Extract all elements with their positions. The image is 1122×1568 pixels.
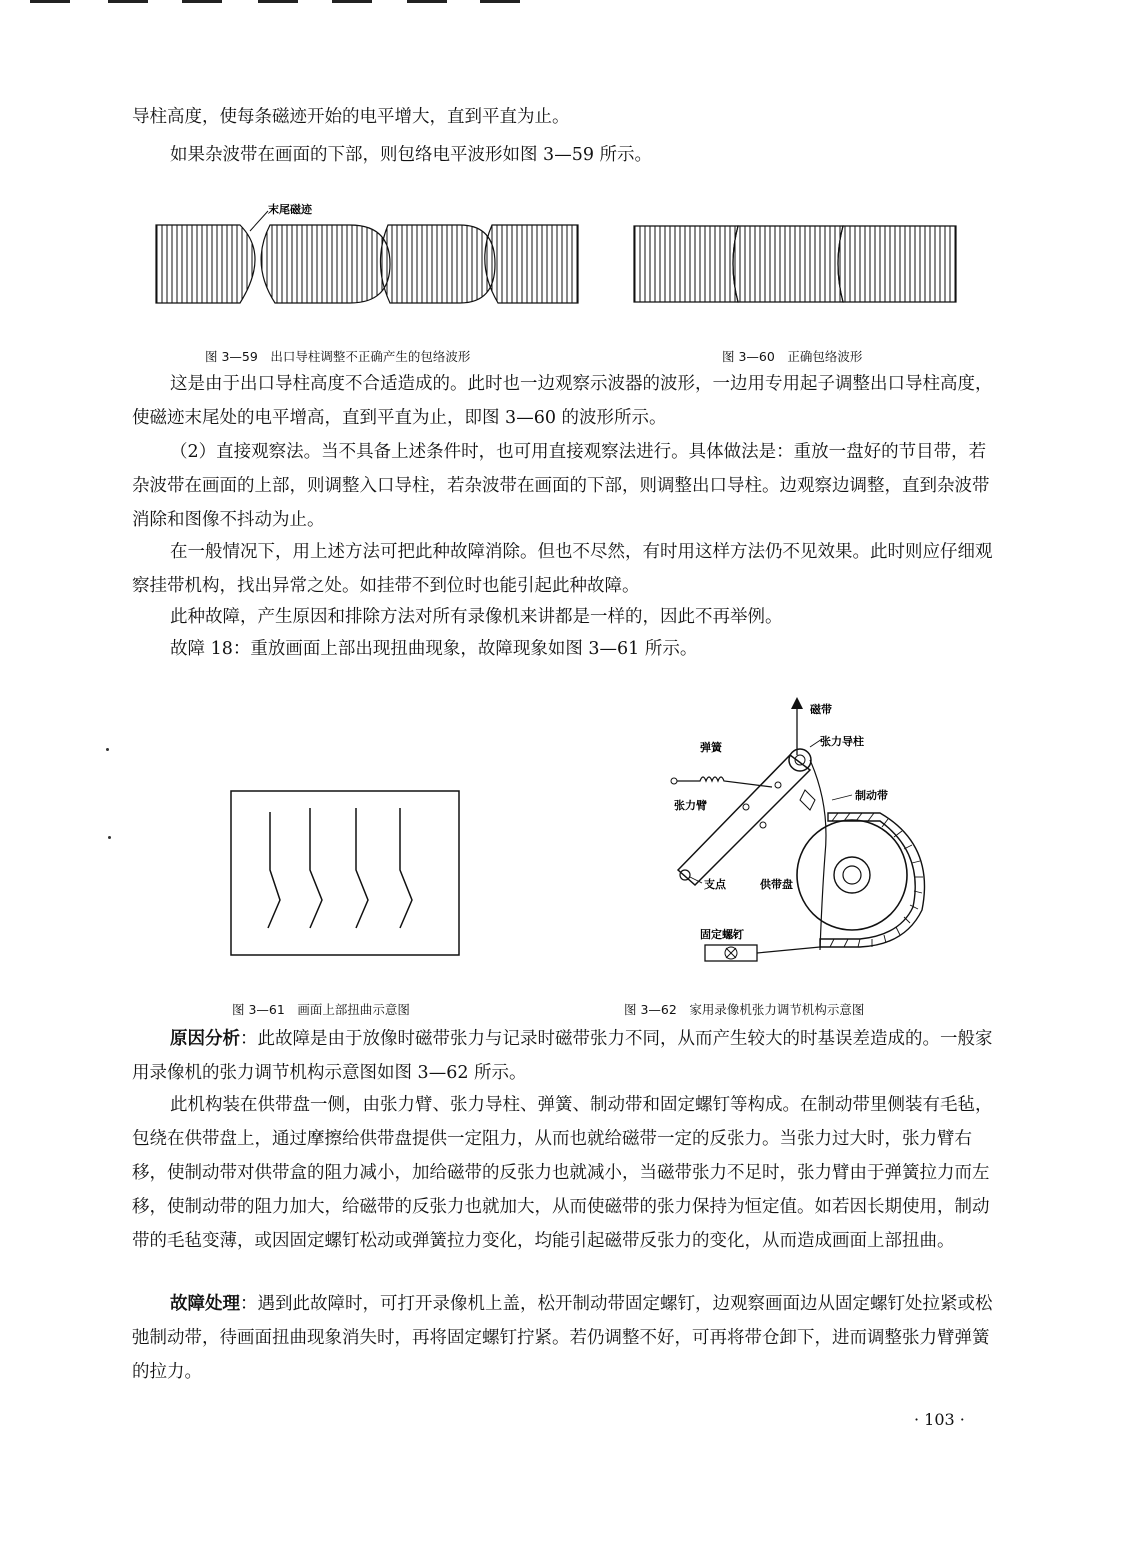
fig59-caption: 图 3—59 出口导柱调整不正确产生的包络波形 xyxy=(205,349,471,364)
figure-3-61 xyxy=(228,788,464,960)
figure-3-60 xyxy=(628,220,963,310)
paragraph-10-body: ：遇到此故障时，可打开录像机上盖，松开制动带固定螺钉，边观察画面边从固定螺钉处拉紧或松弛制动带，待画面扭曲现象消失时，再将固定螺钉拧紧。若仍调整不好，可再将带仓卸下，进而调整张力臂弹簧的拉力。 xyxy=(132,1294,993,1382)
paragraph-2: 如果杂波带在画面的下部，则包络电平波形如图 3—59 所示。 xyxy=(170,145,653,165)
fig61-caption: 图 3—61 画面上部扭曲示意图 xyxy=(232,1002,410,1017)
top-edge-marks xyxy=(30,0,530,6)
paragraph-7: 故障 18：重放画面上部出现扭曲现象，故障现象如图 3—61 所示。 xyxy=(170,639,698,659)
fig62-label-fixing-screw: 固定螺钉 xyxy=(700,928,744,941)
paragraph-6: 此种故障，产生原因和排除方法对所有录像机来讲都是一样的，因此不再举例。 xyxy=(170,607,783,627)
paragraph-10 xyxy=(132,1287,996,1389)
fig62-label-supply-reel: 供带盘 xyxy=(760,878,793,891)
fig60-caption: 图 3—60 正确包络波形 xyxy=(722,349,863,364)
fig62-caption: 图 3—62 家用录像机张力调节机构示意图 xyxy=(624,1002,865,1017)
scan-speck xyxy=(106,748,109,751)
figure-3-59 xyxy=(150,195,590,310)
paragraph-5: 在一般情况下，用上述方法可把此种故障消除。但也不尽然，有时用这样方法仍不见效果。此时则应仔细观察挂带机构，找出异常之处。如挂带不到位时也能引起此种故障。 xyxy=(132,542,993,596)
paragraph-8-lead: 原因分析 xyxy=(170,1029,240,1049)
fig62-label-tape: 磁带 xyxy=(810,703,832,716)
paragraph-8-body: ：此故障是由于放像时磁带张力与记录时磁带张力不同，从而产生较大的时基误差造成的。一般家用录像机的张力调节机构示意图如图 3—62 所示。 xyxy=(132,1029,993,1083)
fig62-label-pivot: 支点 xyxy=(704,878,726,891)
paragraph-10-lead: 故障处理 xyxy=(170,1294,240,1314)
paragraph-3: 这是由于出口导柱高度不合适造成的。此时也一边观察示波器的波形，一边用专用起子调整出口导柱高度，使磁迹末尾处的电平增高，直到平直为止，即图 3—60 的波形所示。 xyxy=(132,374,993,428)
fig62-label-tension-arm: 张力臂 xyxy=(674,799,707,812)
paragraph-4: （2）直接观察法。当不具备上述条件时，也可用直接观察法进行。具体做法是：重放一盘好的节目带，若杂波带在画面的上部，则调整入口导柱，若杂波带在画面的下部，则调整出口导柱。边观察边调整，直到杂波带消除和图像不抖动为止。 xyxy=(132,442,990,530)
figure-3-62 xyxy=(660,695,950,970)
paragraph-8 xyxy=(132,1022,996,1090)
page-number: · 103 · xyxy=(914,1410,965,1429)
paragraph-1: 导柱高度，使每条磁迹开始的电平增大，直到平直为止。 xyxy=(132,107,570,127)
fig62-label-spring: 弹簧 xyxy=(700,741,722,754)
fig62-label-tension-guide: 张力导柱 xyxy=(820,735,864,748)
fig59-label-tail-track: 末尾磁迹 xyxy=(268,203,312,216)
fig62-label-brake-band: 制动带 xyxy=(855,789,888,802)
scan-speck xyxy=(108,836,111,839)
paragraph-9: 此机构装在供带盘一侧，由张力臂、张力导柱、弹簧、制动带和固定螺钉等构成。在制动带里侧装有毛毡，包绕在供带盘上，通过摩擦给供带盘提供一定阻力，从而也就给磁带一定的反张力。当张力过大时，张力臂右移，使制动带对供带盒的阻力减小，加给磁带的反张力也就减小，当磁带张力不足时，张力臂由于弹簧拉力而左移，使制动带的阻力加大，给磁带的反张力也就加大，从而使磁带的张力保持为恒定值。如若因长期使用，制动带的毛毡变薄，或因固定螺钉松动或弹簧拉力变化，均能引起磁带反张力的变化，从而造成画面上部扭曲。 xyxy=(132,1095,993,1251)
